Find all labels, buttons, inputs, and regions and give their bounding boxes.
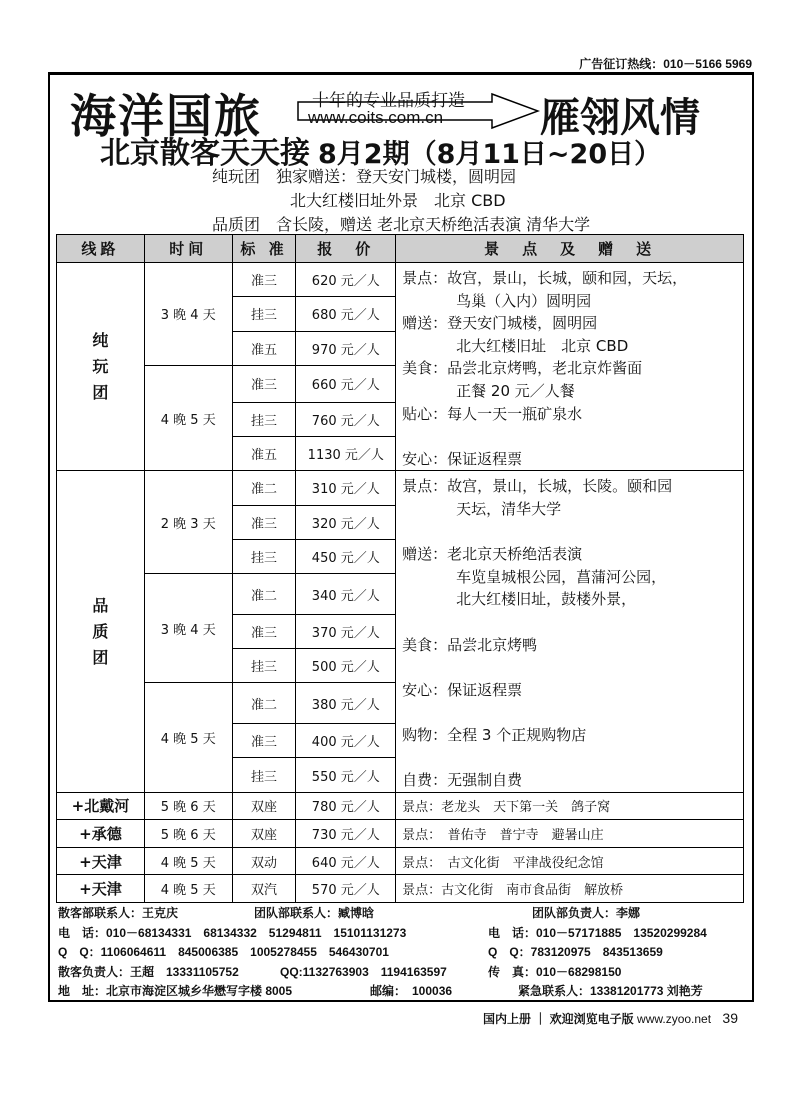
price-cell: 550 元／人	[296, 758, 396, 792]
price-table	[56, 234, 744, 903]
address-line: 地 址：北京市海淀区城乡华懋写字楼 8005	[58, 984, 293, 998]
spots-pinzhi: 景点：故宫，景山，长城，长陵。颐和园 天坛，清华大学 赠送：老北京天桥绝活表演 车览皇城根公园，菖蒲河公园， 北大红楼旧址，鼓楼外景， 美食：品尝北京烤鸭 安心：保证返程票 购物：全程 3 个正规购物店 自费：无强制自费	[396, 471, 744, 792]
standard-cell: 挂三	[232, 649, 296, 683]
route-pinzhi: 品 质 团	[57, 471, 145, 792]
route-tianjin: +天津	[57, 847, 145, 875]
price-cell: 380 元／人	[296, 683, 396, 724]
price-cell: 1130 元／人	[296, 437, 396, 471]
price-cell: 760 元／人	[296, 402, 396, 436]
standard-cell: 准三	[232, 614, 296, 648]
qq-line-2: Q Q：783120975 843513659	[488, 945, 663, 959]
time-cell: 4 晚 5 天	[144, 875, 232, 903]
table-row	[57, 847, 744, 875]
price-cell: 500 元／人	[296, 649, 396, 683]
standard-cell: 准五	[232, 437, 296, 471]
page-footer	[483, 1010, 738, 1027]
standard-cell: 准三	[232, 724, 296, 758]
standard-cell: 准五	[232, 331, 296, 365]
time-cell: 4 晚 5 天	[144, 365, 232, 470]
route-chengde: +承德	[57, 820, 145, 848]
price-cell: 660 元／人	[296, 365, 396, 402]
header-spots: 景 点 及 赠 送	[396, 235, 744, 263]
standard-cell: 准二	[232, 683, 296, 724]
emergency-contact: 紧急联系人：13381201773 刘艳芳	[518, 984, 703, 998]
headline-edition: 8月2期（8月11日~20日）	[318, 139, 662, 170]
website[interactable]: www.coits.com.cn	[308, 108, 444, 127]
slogan: 十年的专业品质打造	[312, 91, 465, 111]
retail-head: 散客负责人：王超 13331105752	[58, 964, 239, 979]
time-cell: 4 晚 5 天	[144, 847, 232, 875]
ad-hotline: 广告征订热线：010－5166 5969	[579, 57, 752, 71]
price-cell: 450 元／人	[296, 539, 396, 573]
price-cell: 640 元／人	[296, 847, 396, 875]
spots-cell: 景点：老龙头 天下第一关 鸽子窝	[396, 792, 744, 820]
table-row	[57, 792, 744, 820]
postcode: 邮编： 100036	[370, 984, 453, 998]
header-standard: 标 准	[232, 235, 296, 263]
footer-section: 国内上册 ｜ 欢迎浏览电子版	[483, 1012, 634, 1026]
brand-left: 海洋国旅	[70, 89, 262, 143]
standard-cell: 双座	[232, 820, 296, 848]
price-cell: 370 元／人	[296, 614, 396, 648]
table-row	[57, 820, 744, 848]
standard-cell: 双座	[232, 792, 296, 820]
fax-line: 传 真：010－68298150	[488, 964, 622, 979]
group-contact: 团队部联系人：臧博晗	[254, 906, 375, 920]
price-cell: 680 元／人	[296, 297, 396, 331]
price-cell: 620 元／人	[296, 263, 396, 297]
time-cell: 3 晚 4 天	[144, 263, 232, 366]
spots-cell: 景点： 普佑寺 普宁寺 避暑山庄	[396, 820, 744, 848]
header-price: 报 价	[296, 235, 396, 263]
route-chunwan: 纯 玩 团	[57, 263, 145, 471]
table-row	[57, 471, 744, 505]
route-tianjin: +天津	[57, 875, 145, 903]
standard-cell: 双汽	[232, 875, 296, 903]
time-cell: 2 晚 3 天	[144, 471, 232, 574]
standard-cell: 准三	[232, 263, 296, 297]
standard-cell: 准三	[232, 505, 296, 539]
time-cell: 5 晚 6 天	[144, 820, 232, 848]
spots-cell: 景点：古文化街 南市食品街 解放桥	[396, 875, 744, 903]
table-row	[57, 875, 744, 903]
header-route: 线路	[57, 235, 145, 263]
intro-line-1: 纯玩团 独家赠送：登天安门城楼，圆明园	[212, 167, 517, 186]
headline-title: 北京散客天天接	[100, 136, 310, 171]
retail-contact: 散客部联系人：王克庆	[58, 906, 179, 920]
route-beidaihe: +北戴河	[57, 792, 145, 820]
standard-cell: 双动	[232, 847, 296, 875]
price-cell: 730 元／人	[296, 820, 396, 848]
price-cell: 570 元／人	[296, 875, 396, 903]
header-time: 时间	[144, 235, 232, 263]
brand-right: 雁翎风情	[540, 94, 700, 141]
group-head: 团队部负责人：李娜	[532, 906, 641, 920]
standard-cell: 准二	[232, 574, 296, 615]
table-header	[57, 235, 744, 263]
spots-chunwan: 景点：故宫，景山，长城，颐和园，天坛， 鸟巢（入内）圆明园 赠送：登天安门城楼，圆明园 北大红楼旧址 北京 CBD 美食：品尝北京烤鸭，老北京炸酱面 正餐 20 元／人餐 贴心：每人一天一瓶矿泉水 安心：保证返程票	[396, 263, 744, 471]
contact-block	[58, 904, 758, 1002]
price-cell: 970 元／人	[296, 331, 396, 365]
standard-cell: 挂三	[232, 758, 296, 792]
price-cell: 400 元／人	[296, 724, 396, 758]
price-cell: 320 元／人	[296, 505, 396, 539]
phone-line-2: 电 话：010－57171885 13520299284	[488, 925, 707, 940]
standard-cell: 挂三	[232, 402, 296, 436]
intro-line-2: 北大红楼旧址外景 北京 CBD	[290, 191, 506, 210]
time-cell: 5 晚 6 天	[144, 792, 232, 820]
price-cell: 780 元／人	[296, 792, 396, 820]
standard-cell: 挂三	[232, 297, 296, 331]
qq-line-3: QQ:1132763903 1194163597	[280, 964, 447, 979]
price-cell: 340 元／人	[296, 574, 396, 615]
phone-line-1: 电 话：010－68134331 68134332 51294811 15101131273	[58, 925, 407, 940]
standard-cell: 准二	[232, 471, 296, 505]
standard-cell: 准三	[232, 365, 296, 402]
qq-line-1: Q Q：1106064611 845006385 1005278455 546430701	[58, 945, 389, 959]
table-row	[57, 263, 744, 297]
time-cell: 4 晚 5 天	[144, 683, 232, 792]
standard-cell: 挂三	[232, 539, 296, 573]
spots-cell: 景点： 古文化街 平津战役纪念馆	[396, 847, 744, 875]
time-cell: 3 晚 4 天	[144, 574, 232, 683]
page-number: 39	[722, 1010, 738, 1026]
intro-line-3: 品质团 含长陵，赠送 老北京天桥绝活表演 清华大学	[212, 215, 591, 234]
price-cell: 310 元／人	[296, 471, 396, 505]
footer-site[interactable]: www.zyoo.net	[637, 1012, 712, 1026]
